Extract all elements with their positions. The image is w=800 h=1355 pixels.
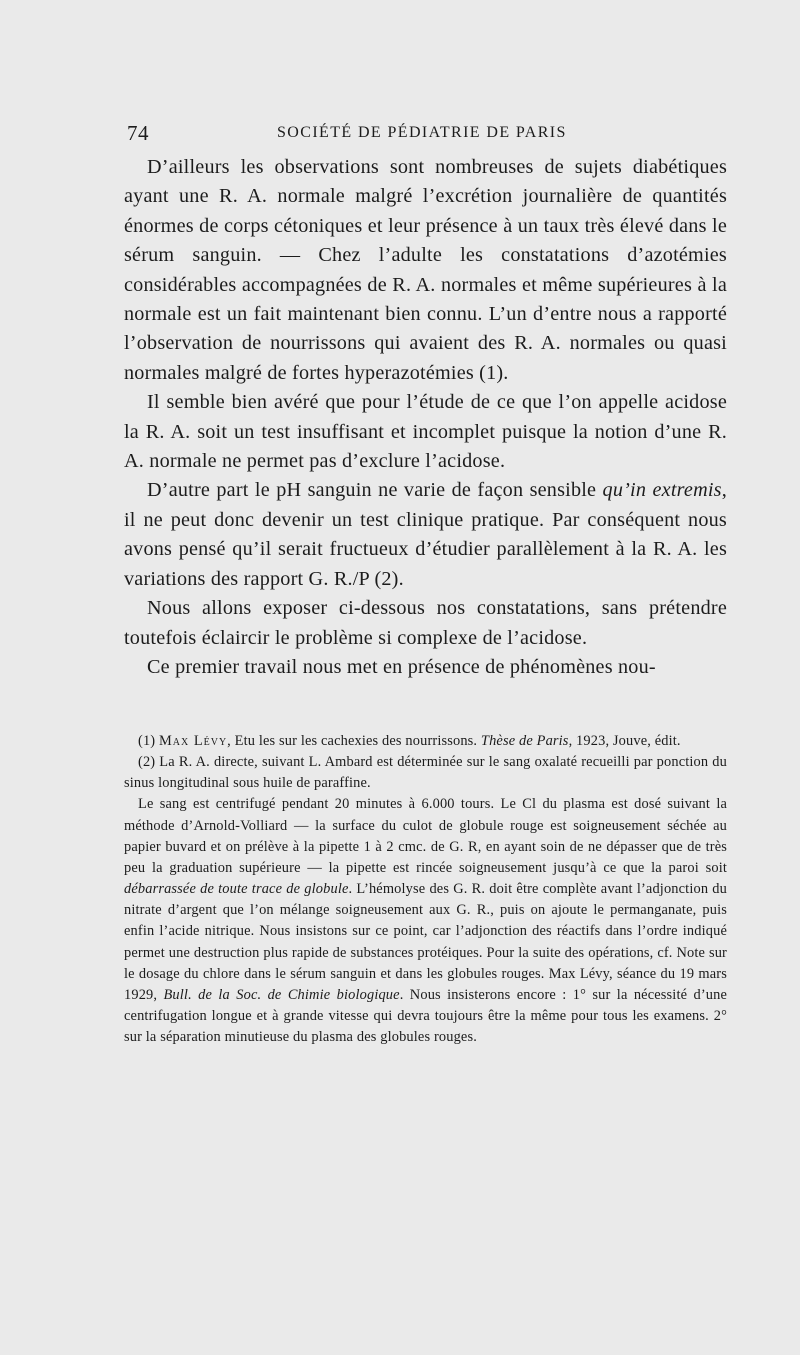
footnote-1-marker: (1) [138, 733, 159, 749]
paragraph-3-text-b: , il ne peut donc devenir un test clinique pratique. Par conséquent nous avons pensé qu’il serait fructueux d’étudier parallèlement à la R. A. les variations des rapport G. R./P (2). [124, 479, 727, 590]
paragraph-4: Nous allons exposer ci-dessous nos constatations, sans prétendre toutefois éclaircir le problème si complexe de l’acidose. [124, 597, 727, 649]
paragraph-3-italic: qu’in extremis [602, 479, 722, 502]
footnote-1-italic: Thèse de Paris [480, 733, 569, 749]
running-head: SOCIÉTÉ DE PÉDIATRIE DE PARIS [277, 124, 567, 141]
footnote-1-text-b: , 1923, Jouve, édit. [568, 733, 681, 749]
page-header [127, 121, 727, 145]
paragraph-3 [124, 476, 727, 594]
paragraph-5: Ce premier travail nous met en présence de phénomènes nou- [147, 655, 656, 678]
footnote-2-text-b: . L’hémolyse des G. R. doit être complète avant l’adjonction du nitrate d’argent que l’on mélange soigneusement aux G. R., puis on ajoute le permanganate, puis enfin l’acide nitrique. Nous insistons sur ce point, car l’adjonction des réactifs dans l’ordre indiqué permet une destruction plus rapide de substances protéiques. Pour la suite des opérations, cf. Note sur le dosage du chlore dans le sérum sanguin et dans les globules rouges. Max Lévy, séance du 19 mars 1929, [124, 881, 728, 1003]
main-text [124, 153, 727, 682]
paragraph-2: Il semble bien avéré que pour l’étude de ce que l’on appelle acidose la R. A. soit un test insuffisant et incomplet puisque la notion d’une R. A. normale ne permet pas d’exclure l’acidose. [124, 391, 727, 473]
footnotes [124, 731, 727, 1048]
footnote-1-text-a: , Etu les sur les cachexies des nourrissons. [227, 733, 481, 749]
paragraph-1: D’ailleurs les observations sont nombreuses de sujets diabétiques ayant une R. A. normale malgré l’excrétion journalière de quantités énormes de corps cétoniques et leur présence à un taux très élevé dans le sérum sanguin. — Chez l’adulte les constatations d’azotémies considérables accompagnées de R. A. normales et même supérieures à la normale est un fait maintenant bien connu. L’un d’entre nous a rapporté l’observation de nourrissons qui avaient des R. A. normales ou quasi normales malgré de fortes hyperazotémies (1). [124, 156, 727, 384]
footnote-2-text-a: Le sang est centrifugé pendant 20 minutes à 6.000 tours. Le Cl du plasma est dosé suivant la méthode d’Arnold-Volliard — la surface du culot de globule rouge est soigneusement séchée au papier buvard et on prélève à la pipette 1 à 2 cmc. de G. R, en ayant soin de ne dépasser que de très peu la graduation supérieure — la pipette est rincée soigneusement jusqu’à ce que la paroi soit [124, 796, 727, 876]
footnote-2-journal: Bull. de la Soc. de Chimie biologique [163, 986, 400, 1003]
footnote-2-text-c: . Nous insisterons encore : 1° sur la nécessité d’une centrifugation longue et à grande vitesse qui devra toujours être la même pour tous les examens. 2° sur la séparation minutieuse du plasma des globules rouges. [124, 986, 727, 1046]
footnote-2-continued [124, 794, 727, 1048]
footnote-2: (2) La R. A. directe, suivant L. Ambard est déterminée sur le sang oxalaté recueilli par ponction du sinus longitudinal sous huile de paraffine. [124, 754, 727, 792]
footnote-1 [124, 731, 727, 752]
page-number: 74 [127, 121, 149, 145]
footnote-2-italic: débarrassée de toute trace de globule [124, 881, 349, 898]
footnote-1-author: Max Lévy [158, 733, 228, 749]
paragraph-3-text-a: D’autre part le pH sanguin ne varie de façon sensible [147, 479, 603, 502]
